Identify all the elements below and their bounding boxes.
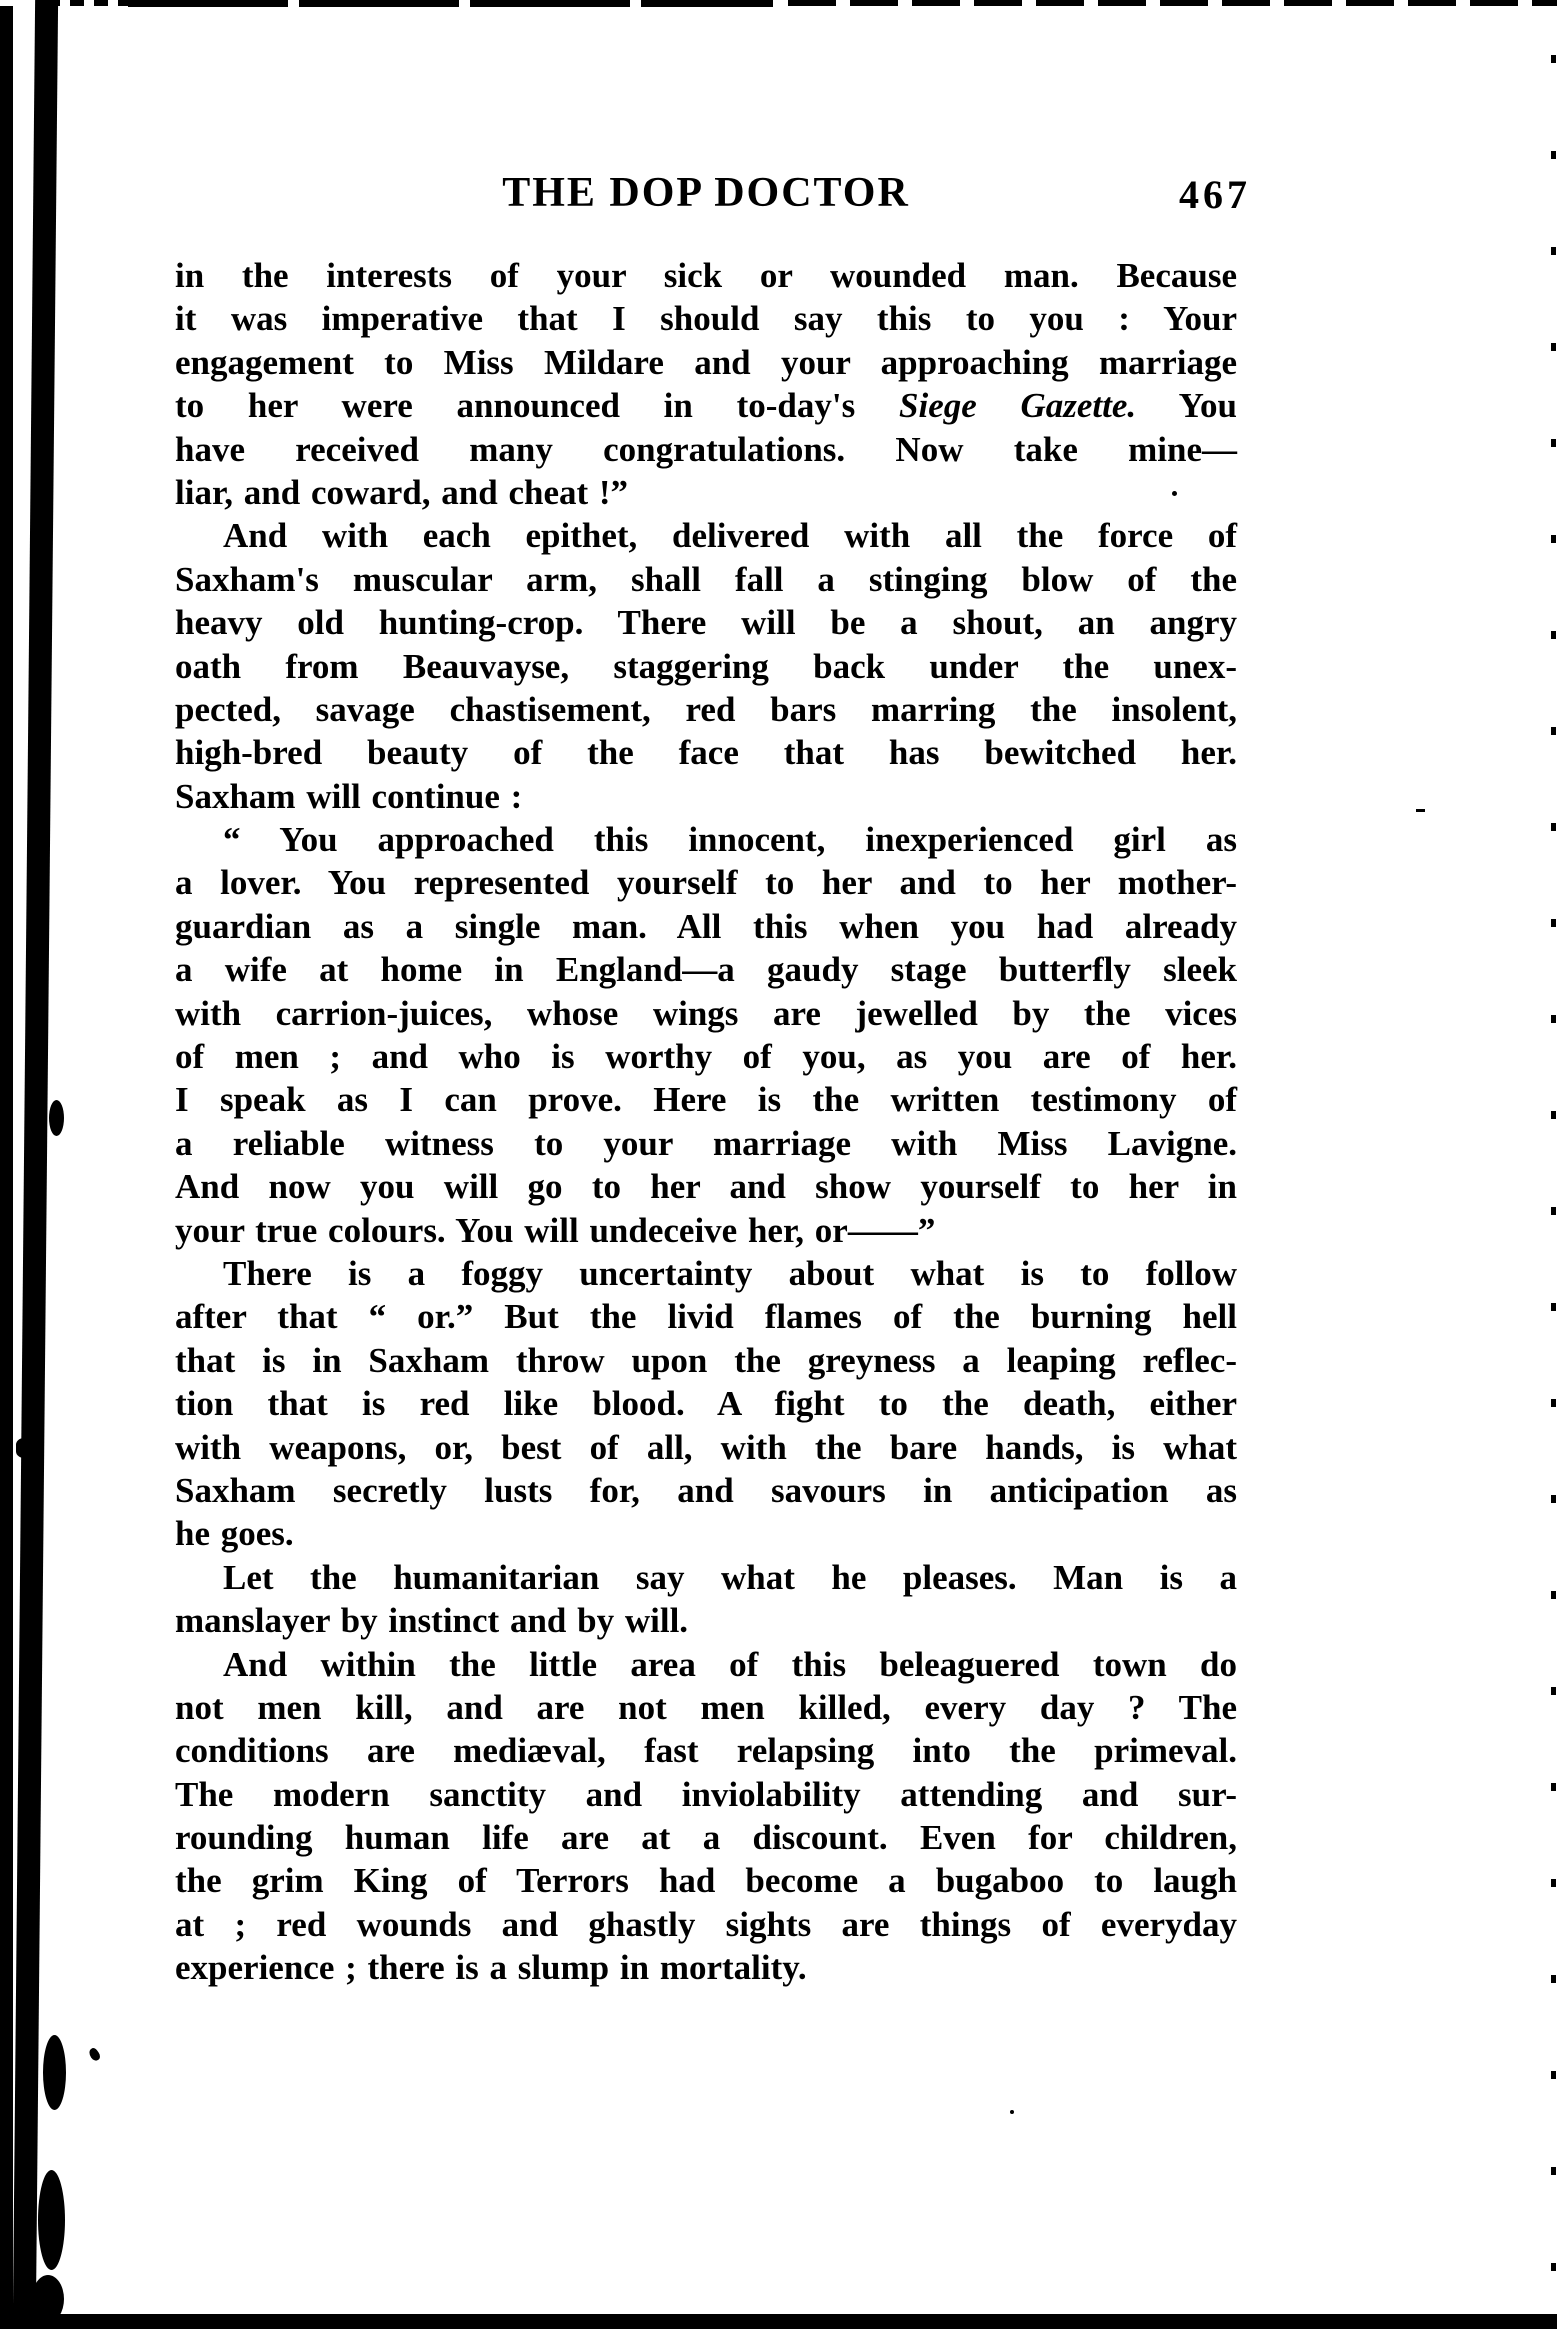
- text-segment: he goes.: [175, 1514, 294, 1554]
- binding-strip-inner: [13, 0, 58, 2321]
- text-line: [175, 1773, 1237, 1816]
- ink-blob: [43, 2035, 66, 2110]
- text-segment: And with each epithet, delivered with all the force of: [223, 516, 1237, 556]
- text-segment: to her were announced in to-day's: [175, 386, 899, 426]
- text-line: [175, 1643, 1237, 1686]
- text-segment: experience ; there is a slump in mortality.: [175, 1948, 807, 1988]
- text-segment: tion that is red like blood. A fight to the death, either: [175, 1384, 1237, 1424]
- binding-strip-outer: [0, 6, 13, 2323]
- text-segment: You: [1136, 386, 1237, 426]
- text-segment: pected, savage chastisement, red bars marring the insolent,: [175, 689, 1237, 729]
- text-line: [175, 1816, 1237, 1859]
- text-segment: of men ; and who is worthy of you, as you are of her.: [175, 1037, 1237, 1077]
- text-segment: rounding human life are at a discount. Even for children,: [175, 1818, 1237, 1858]
- page-header: [175, 170, 1251, 220]
- text-segment: manslayer by instinct and by will.: [175, 1601, 689, 1641]
- text-segment: a reliable witness to your marriage with Miss Lavigne.: [175, 1123, 1237, 1163]
- ink-speck: [1010, 2110, 1014, 2114]
- text-line: [175, 645, 1237, 688]
- italic-text-segment: Siege Gazette.: [899, 386, 1137, 426]
- text-line: [175, 1035, 1237, 1078]
- text-line: [175, 428, 1237, 471]
- text-segment: engagement to Miss Mildare and your approaching marriage: [175, 342, 1237, 382]
- text-line: [175, 514, 1237, 557]
- text-line: [175, 1295, 1237, 1338]
- text-segment: that is in Saxham throw upon the greyness a leaping reflec-: [175, 1340, 1237, 1380]
- text-line: [175, 558, 1237, 601]
- text-segment: have received many congratulations. Now take mine—: [175, 429, 1237, 469]
- text-segment: it was imperative that I should say this to you : Your: [175, 299, 1237, 339]
- text-segment: after that “ or.” But the livid flames of the burning hell: [175, 1297, 1237, 1337]
- text-line: [175, 254, 1237, 297]
- page-edge-right-dashes: [1551, 55, 1556, 2294]
- page-number: 467: [1179, 172, 1251, 217]
- text-line: [175, 341, 1237, 384]
- ink-speck: [1416, 809, 1425, 812]
- ink-blob: [49, 1100, 64, 1136]
- text-line: [175, 297, 1237, 340]
- text-segment: liar, and coward, and cheat !”: [175, 472, 629, 512]
- text-line: [175, 818, 1237, 861]
- text-line: [175, 731, 1237, 774]
- text-line: [175, 948, 1237, 991]
- text-segment: Saxham will continue :: [175, 776, 523, 816]
- text-segment: guardian as a single man. All this when you had already: [175, 906, 1237, 946]
- text-segment: And within the little area of this beleaguered town do: [223, 1644, 1237, 1684]
- text-line: [175, 688, 1237, 731]
- text-segment: a lover. You represented yourself to her and to her mother-: [175, 863, 1237, 903]
- text-line: [175, 1512, 1237, 1555]
- text-segment: conditions are mediæval, fast relapsing into the primeval.: [175, 1731, 1237, 1771]
- text-segment: in the interests of your sick or wounded man. Because: [175, 256, 1237, 295]
- text-line: [175, 1339, 1237, 1382]
- text-segment: with carrion-juices, whose wings are jewelled by the vices: [175, 993, 1237, 1033]
- text-line: [175, 601, 1237, 644]
- text-line: [175, 775, 1237, 818]
- text-line: [175, 1599, 1237, 1642]
- page-edge-bottom: [0, 2314, 1557, 2329]
- text-segment: “ You approached this innocent, inexperienced girl as: [223, 820, 1237, 860]
- text-segment: the grim King of Terrors had become a bugaboo to laugh: [175, 1861, 1237, 1901]
- text-segment: your true colours. You will undeceive her, or——”: [175, 1210, 936, 1250]
- text-line: [175, 1556, 1237, 1599]
- text-line: [175, 1382, 1237, 1425]
- text-segment: with weapons, or, best of all, with the bare hands, is what: [175, 1427, 1237, 1467]
- text-segment: high-bred beauty of the face that has bewitched her.: [175, 733, 1237, 773]
- text-line: [175, 1209, 1237, 1252]
- text-line: [175, 1252, 1237, 1295]
- page-edge-top-solid: [128, 0, 773, 7]
- text-line: [175, 384, 1237, 427]
- text-segment: Let the humanitarian say what he pleases. Man is a: [223, 1557, 1237, 1597]
- text-line: [175, 992, 1237, 1035]
- text-line: [175, 1469, 1237, 1512]
- text-line: [175, 1903, 1237, 1946]
- running-title: THE DOP DOCTOR: [502, 170, 910, 216]
- text-line: [175, 1165, 1237, 1208]
- text-segment: And now you will go to her and show yourself to her in: [175, 1167, 1237, 1207]
- page-edge-top-dashes-left: [46, 0, 130, 6]
- text-segment: not men kill, and are not men killed, every day ? The: [175, 1687, 1237, 1727]
- text-line: [175, 1859, 1237, 1902]
- text-segment: at ; red wounds and ghastly sights are things of everyday: [175, 1904, 1237, 1944]
- text-line: [175, 1686, 1237, 1729]
- text-line: [175, 1426, 1237, 1469]
- text-segment: a wife at home in England—a gaudy stage butterfly sleek: [175, 950, 1237, 990]
- text-segment: I speak as I can prove. Here is the written testimony of: [175, 1080, 1237, 1120]
- ink-blob: [38, 2170, 65, 2270]
- text-segment: heavy old hunting-crop. There will be a shout, an angry: [175, 603, 1237, 643]
- text-line: [175, 1946, 1237, 1989]
- text-segment: Saxham's muscular arm, shall fall a stinging blow of the: [175, 559, 1237, 599]
- ink-speck: [87, 2047, 102, 2063]
- text-line: [175, 861, 1237, 904]
- ink-blob: [16, 1438, 40, 1458]
- text-segment: There is a foggy uncertainty about what is to follow: [223, 1253, 1237, 1293]
- text-segment: The modern sanctity and inviolability attending and sur-: [175, 1774, 1237, 1814]
- text-segment: oath from Beauvayse, staggering back under the unex-: [175, 646, 1237, 686]
- body-text: [175, 254, 1237, 1990]
- text-line: [175, 1122, 1237, 1165]
- page-edge-top-dashes-right: [788, 0, 1557, 6]
- text-segment: Saxham secretly lusts for, and savours in anticipation as: [175, 1470, 1237, 1510]
- text-line: [175, 1078, 1237, 1121]
- text-line: [175, 905, 1237, 948]
- text-line: [175, 1729, 1237, 1772]
- ink-blob: [32, 2275, 64, 2323]
- text-line: [175, 471, 1237, 514]
